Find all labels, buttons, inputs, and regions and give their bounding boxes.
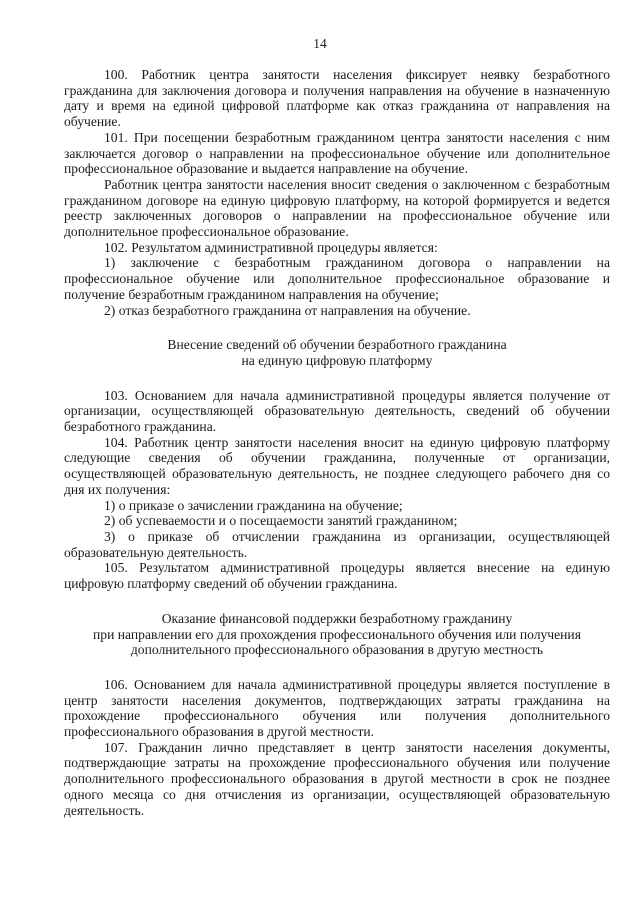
section-heading-training-info [64, 337, 610, 368]
list-item-102-2: 2) отказ безработного гражданина от направления на обучение. [104, 302, 471, 318]
heading-line: дополнительного профессионального образования в другую местность [130, 642, 544, 658]
page-number: 14 [313, 36, 327, 51]
heading-line: Оказание финансовой поддержки безработному гражданину [161, 610, 513, 626]
paragraph-103: 103. Основанием для начала административной процедуры является получение от организации, осуществляющей образовательную деятельность, сведений об обучении безработного гражданина. [64, 387, 610, 435]
paragraph-106: 106. Основанием для начала административной процедуры является поступление в центр занятости населения документов, подтверждающих затраты гражданина на прохождение профессионального обучения или получения дополнительного профессионального образования в другой местности. [64, 676, 610, 740]
heading-line: при направлении его для прохождения профессионального обучения или получения [93, 626, 581, 642]
paragraph-104: 104. Работник центр занятости населения вносит на единую цифровую платформу следующие сведения об обучении гражданина, полученные от организации, осуществляющей образовательную деятельность, не позднее следующего рабочего дня со дня их получения: [64, 434, 610, 497]
list-item-102-1: 1) заключение с безработным гражданином договора о направлении на профессиональное обучение или дополнительное профессиональное образование и получение безработным гражданином направления на обучение; [64, 255, 610, 302]
document-body [64, 67, 610, 818]
list-item-104-1: 1) о приказе о зачислении гражданина на обучение; [104, 497, 403, 513]
paragraph-105: 105. Результатом административной процедуры является внесение на единую цифровую платформу сведений об обучении гражданина. [64, 560, 610, 592]
list-item-104-2: 2) об успеваемости и о посещаемости занятий гражданином; [104, 513, 458, 529]
paragraph-102: 102. Результатом административной процедуры является: [104, 239, 438, 255]
paragraph-101-registry: Работник центра занятости населения вносит сведения о заключенном с безработным гражданином договоре на единую цифровую платформу, на которой формируется и ведется реестр заключенных договоров о направлении на профессиональное обучение или дополнительное профессиональное образование. [64, 176, 610, 240]
paragraph-100: 100. Работник центра занятости населения фиксирует неявку безработного гражданина для заключения договора и получения направления на обучение в назначенную дату и время на единой цифровой платформе как отказ гражданина от направления на обучение. [64, 67, 610, 130]
heading-line: на единую цифровую платформу [241, 352, 433, 368]
paragraph-101: 101. При посещении безработным гражданином центра занятости населения с ним заключается договор о направлении на профессиональное обучение или дополнительное профессиональное образование и выдается направление на обучение. [64, 129, 610, 177]
list-item-104-3: 3) о приказе об отчислении гражданина из организации, осуществляющей образовательную деятельность. [64, 528, 610, 560]
section-heading-financial-support [64, 611, 610, 658]
heading-line: Внесение сведений об обучении безработного гражданина [167, 337, 507, 353]
paragraph-107: 107. Гражданин лично представляет в центр занятости населения документы, подтверждающие затраты на прохождение профессионального обучения или получение дополнительного профессионального образования в другой местности в срок не позднее одного месяца со дня отчисления из организации, осуществляющей образовательную деятельность. [64, 739, 610, 818]
